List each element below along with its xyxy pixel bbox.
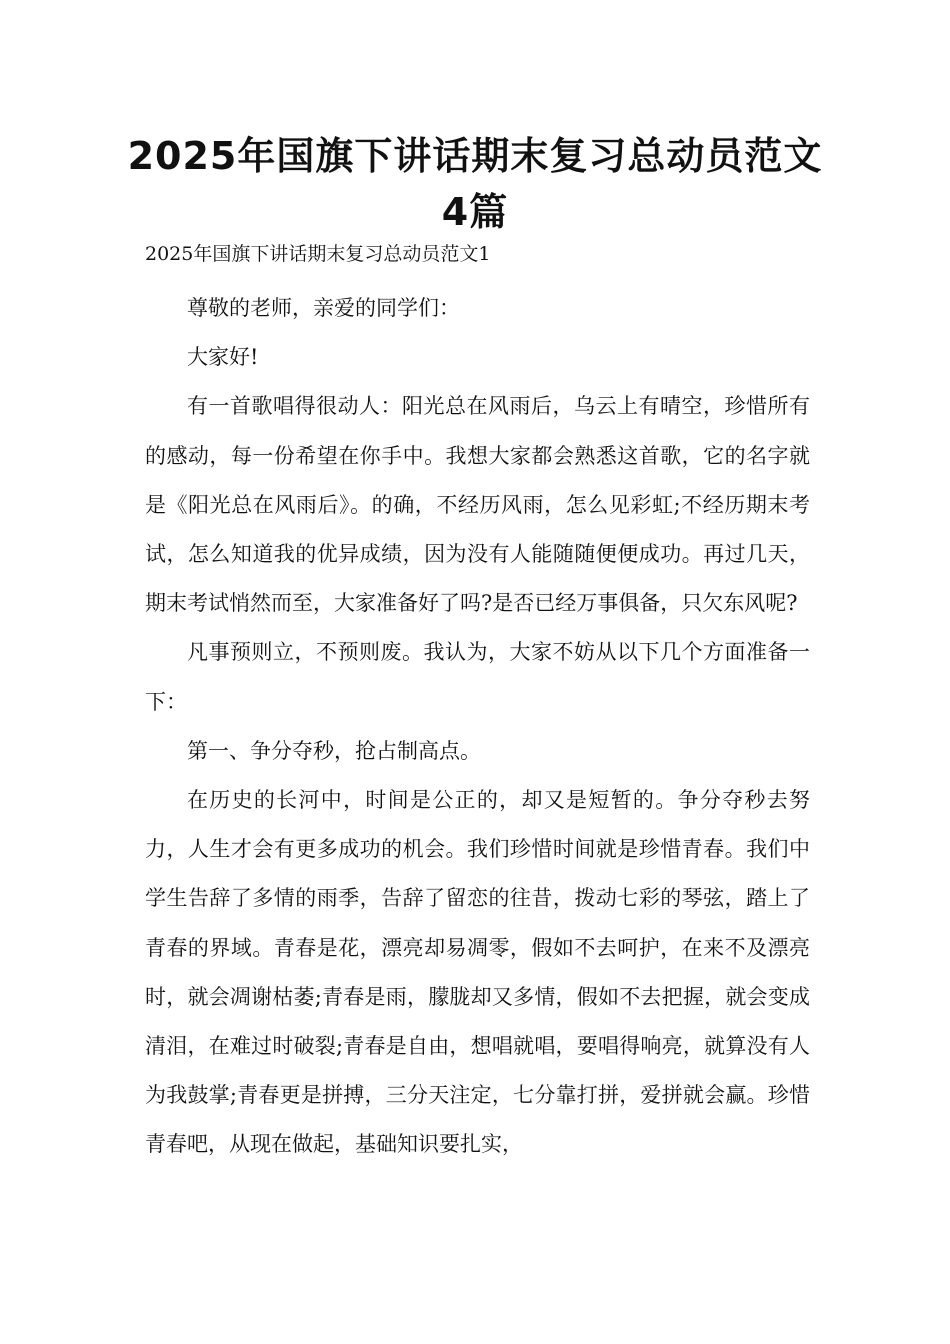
salutation-paragraph: 尊敬的老师，亲爱的同学们： bbox=[187, 296, 460, 320]
body-paragraph: 凡事预则立，不预则废。我认为，大家不妨从以下几个方面准备一下： bbox=[145, 640, 810, 714]
body-paragraph: 在历史的长河中，时间是公正的，却又是短暂的。争分夺秒去努力，人生才会有更多成功的机会。我们珍惜时间就是珍惜青春。我们中学生告辞了多情的雨季，告辞了留恋的往昔，拨动七彩的琴弦，踏上了青春的界域。青春是花，漂亮却易凋零，假如不去呵护，在来不及漂亮时，就会凋谢枯萎;青春是雨，朦胧却又多情，假如不去把握，就会变成清泪，在难过时破裂;青春是自由，想唱就唱，要唱得响亮，就算没有人为我鼓掌;青春更是拼搏，三分天注定，七分靠打拼，爱拼就会赢。珍惜青春吧，从现在做起，基础知识要扎实， bbox=[145, 788, 810, 1157]
body-paragraph: 第一、争分夺秒，抢占制高点。 bbox=[187, 738, 481, 763]
body-paragraph: 有一首歌唱得很动人：阳光总在风雨后，乌云上有晴空，珍惜所有的感动，每一份希望在你手中。我想大家都会熟悉这首歌，它的名字就是《阳光总在风雨后》。的确，不经历风雨，怎么见彩虹;不经历期末考试，怎么知道我的优异成绩，因为没有人能随随便便成功。再过几天，期末考试悄然而至，大家准备好了吗?是否已经万事俱备，只欠东风呢? bbox=[145, 394, 810, 616]
document-title: 2025年国旗下讲话期末复习总动员范文4篇 bbox=[127, 134, 823, 234]
greeting-paragraph: 大家好! bbox=[187, 345, 259, 370]
section-heading: 2025年国旗下讲话期末复习总动员范文1 bbox=[145, 243, 491, 265]
document-body bbox=[145, 284, 810, 1170]
